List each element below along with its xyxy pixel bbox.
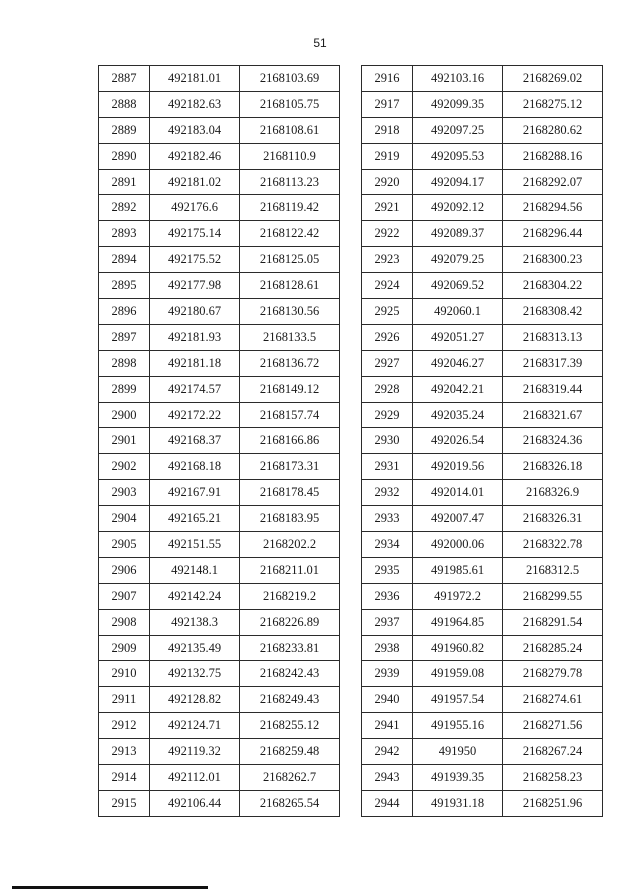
x-coordinate-cell: 492060.1: [413, 299, 503, 325]
table-row: [99, 765, 340, 791]
point-number-cell: 2943: [362, 765, 413, 791]
y-coordinate-cell: 2168312.5: [503, 557, 603, 583]
x-coordinate-cell: 491950: [413, 739, 503, 765]
point-number-cell: 2924: [362, 273, 413, 299]
y-coordinate-cell: 2168326.31: [503, 506, 603, 532]
point-number-cell: 2901: [99, 428, 150, 454]
point-number-cell: 2934: [362, 532, 413, 558]
point-number-cell: 2931: [362, 454, 413, 480]
y-coordinate-cell: 2168233.81: [240, 635, 340, 661]
x-coordinate-cell: 492026.54: [413, 428, 503, 454]
table-row: [99, 324, 340, 350]
y-coordinate-cell: 2168294.56: [503, 195, 603, 221]
y-coordinate-cell: 2168279.78: [503, 661, 603, 687]
x-coordinate-cell: 492051.27: [413, 324, 503, 350]
point-number-cell: 2902: [99, 454, 150, 480]
table-row: [99, 790, 340, 816]
table-row: [99, 195, 340, 221]
y-coordinate-cell: 2168166.86: [240, 428, 340, 454]
x-coordinate-cell: 491955.16: [413, 713, 503, 739]
page-number: 51: [313, 36, 327, 50]
y-coordinate-cell: 2168202.2: [240, 532, 340, 558]
y-coordinate-cell: 2168105.75: [240, 91, 340, 117]
y-coordinate-cell: 2168292.07: [503, 169, 603, 195]
point-number-cell: 2927: [362, 350, 413, 376]
table-row: [99, 143, 340, 169]
table-row: [99, 739, 340, 765]
x-coordinate-cell: 492019.56: [413, 454, 503, 480]
footnote-separator-line: [12, 886, 208, 889]
table-row: [99, 557, 340, 583]
x-coordinate-cell: 492089.37: [413, 221, 503, 247]
point-number-cell: 2926: [362, 324, 413, 350]
table-row: [362, 480, 603, 506]
y-coordinate-cell: 2168183.95: [240, 506, 340, 532]
x-coordinate-cell: 492103.16: [413, 66, 503, 92]
x-coordinate-cell: 492007.47: [413, 506, 503, 532]
table-row: [362, 454, 603, 480]
table-row: [99, 91, 340, 117]
y-coordinate-cell: 2168308.42: [503, 299, 603, 325]
point-number-cell: 2899: [99, 376, 150, 402]
x-coordinate-cell: 492014.01: [413, 480, 503, 506]
x-coordinate-cell: 491959.08: [413, 661, 503, 687]
y-coordinate-cell: 2168262.7: [240, 765, 340, 791]
point-number-cell: 2912: [99, 713, 150, 739]
table-row: [99, 402, 340, 428]
x-coordinate-cell: 492174.57: [150, 376, 240, 402]
table-row: [362, 765, 603, 791]
table-row: [362, 661, 603, 687]
point-number-cell: 2894: [99, 247, 150, 273]
table-row: [362, 713, 603, 739]
table-row: [99, 532, 340, 558]
x-coordinate-cell: 492172.22: [150, 402, 240, 428]
y-coordinate-cell: 2168173.31: [240, 454, 340, 480]
y-coordinate-cell: 2168258.23: [503, 765, 603, 791]
point-number-cell: 2891: [99, 169, 150, 195]
y-coordinate-cell: 2168251.96: [503, 790, 603, 816]
point-number-cell: 2907: [99, 583, 150, 609]
y-coordinate-cell: 2168317.39: [503, 350, 603, 376]
table-row: [362, 532, 603, 558]
table-row: [99, 221, 340, 247]
table-row: [99, 635, 340, 661]
x-coordinate-cell: 491964.85: [413, 609, 503, 635]
y-coordinate-cell: 2168271.56: [503, 713, 603, 739]
table-row: [99, 480, 340, 506]
x-coordinate-cell: 492119.32: [150, 739, 240, 765]
x-coordinate-cell: 492148.1: [150, 557, 240, 583]
table-row: [362, 790, 603, 816]
table-row: [99, 299, 340, 325]
x-coordinate-cell: 491957.54: [413, 687, 503, 713]
x-coordinate-cell: 492175.14: [150, 221, 240, 247]
y-coordinate-cell: 2168211.01: [240, 557, 340, 583]
point-number-cell: 2941: [362, 713, 413, 739]
table-row: [362, 195, 603, 221]
x-coordinate-cell: 491960.82: [413, 635, 503, 661]
point-number-cell: 2897: [99, 324, 150, 350]
table-row: [362, 557, 603, 583]
point-number-cell: 2933: [362, 506, 413, 532]
coordinates-table-right-body: [362, 66, 603, 817]
x-coordinate-cell: 492181.01: [150, 66, 240, 92]
point-number-cell: 2913: [99, 739, 150, 765]
table-row: [362, 376, 603, 402]
table-row: [362, 247, 603, 273]
table-row: [99, 350, 340, 376]
y-coordinate-cell: 2168119.42: [240, 195, 340, 221]
point-number-cell: 2932: [362, 480, 413, 506]
table-row: [362, 428, 603, 454]
x-coordinate-cell: 492099.35: [413, 91, 503, 117]
y-coordinate-cell: 2168136.72: [240, 350, 340, 376]
point-number-cell: 2942: [362, 739, 413, 765]
point-number-cell: 2906: [99, 557, 150, 583]
y-coordinate-cell: 2168313.13: [503, 324, 603, 350]
point-number-cell: 2914: [99, 765, 150, 791]
table-row: [362, 687, 603, 713]
y-coordinate-cell: 2168275.12: [503, 91, 603, 117]
x-coordinate-cell: 492046.27: [413, 350, 503, 376]
y-coordinate-cell: 2168326.18: [503, 454, 603, 480]
x-coordinate-cell: 492167.91: [150, 480, 240, 506]
point-number-cell: 2895: [99, 273, 150, 299]
y-coordinate-cell: 2168130.56: [240, 299, 340, 325]
y-coordinate-cell: 2168113.23: [240, 169, 340, 195]
coordinates-table-left: [98, 65, 340, 817]
point-number-cell: 2919: [362, 143, 413, 169]
y-coordinate-cell: 2168269.02: [503, 66, 603, 92]
y-coordinate-cell: 2168249.43: [240, 687, 340, 713]
x-coordinate-cell: 492180.67: [150, 299, 240, 325]
x-coordinate-cell: 492094.17: [413, 169, 503, 195]
point-number-cell: 2908: [99, 609, 150, 635]
x-coordinate-cell: 492135.49: [150, 635, 240, 661]
y-coordinate-cell: 2168226.89: [240, 609, 340, 635]
x-coordinate-cell: 492151.55: [150, 532, 240, 558]
x-coordinate-cell: 492142.24: [150, 583, 240, 609]
x-coordinate-cell: 492183.04: [150, 117, 240, 143]
x-coordinate-cell: 492128.82: [150, 687, 240, 713]
x-coordinate-cell: 492168.37: [150, 428, 240, 454]
point-number-cell: 2898: [99, 350, 150, 376]
y-coordinate-cell: 2168259.48: [240, 739, 340, 765]
y-coordinate-cell: 2168108.61: [240, 117, 340, 143]
point-number-cell: 2896: [99, 299, 150, 325]
table-row: [99, 273, 340, 299]
x-coordinate-cell: 491972.2: [413, 583, 503, 609]
point-number-cell: 2903: [99, 480, 150, 506]
y-coordinate-cell: 2168291.54: [503, 609, 603, 635]
x-coordinate-cell: 492177.98: [150, 273, 240, 299]
x-coordinate-cell: 492182.63: [150, 91, 240, 117]
x-coordinate-cell: 492124.71: [150, 713, 240, 739]
point-number-cell: 2915: [99, 790, 150, 816]
table-row: [99, 609, 340, 635]
y-coordinate-cell: 2168255.12: [240, 713, 340, 739]
y-coordinate-cell: 2168299.55: [503, 583, 603, 609]
table-row: [362, 273, 603, 299]
y-coordinate-cell: 2168300.23: [503, 247, 603, 273]
x-coordinate-cell: 492138.3: [150, 609, 240, 635]
x-coordinate-cell: 492035.24: [413, 402, 503, 428]
table-row: [99, 66, 340, 92]
y-coordinate-cell: 2168219.2: [240, 583, 340, 609]
point-number-cell: 2916: [362, 66, 413, 92]
point-number-cell: 2936: [362, 583, 413, 609]
y-coordinate-cell: 2168274.61: [503, 687, 603, 713]
table-row: [362, 324, 603, 350]
point-number-cell: 2939: [362, 661, 413, 687]
table-row: [362, 299, 603, 325]
y-coordinate-cell: 2168324.36: [503, 428, 603, 454]
x-coordinate-cell: 492181.93: [150, 324, 240, 350]
point-number-cell: 2920: [362, 169, 413, 195]
coordinates-table-right: [361, 65, 603, 817]
point-number-cell: 2918: [362, 117, 413, 143]
table-row: [362, 506, 603, 532]
x-coordinate-cell: 492176.6: [150, 195, 240, 221]
point-number-cell: 2923: [362, 247, 413, 273]
x-coordinate-cell: 492097.25: [413, 117, 503, 143]
point-number-cell: 2888: [99, 91, 150, 117]
y-coordinate-cell: 2168267.24: [503, 739, 603, 765]
x-coordinate-cell: 492165.21: [150, 506, 240, 532]
table-row: [362, 117, 603, 143]
x-coordinate-cell: 492106.44: [150, 790, 240, 816]
x-coordinate-cell: 492092.12: [413, 195, 503, 221]
table-row: [99, 454, 340, 480]
x-coordinate-cell: 491931.18: [413, 790, 503, 816]
y-coordinate-cell: 2168265.54: [240, 790, 340, 816]
table-row: [362, 739, 603, 765]
y-coordinate-cell: 2168103.69: [240, 66, 340, 92]
point-number-cell: 2930: [362, 428, 413, 454]
point-number-cell: 2887: [99, 66, 150, 92]
y-coordinate-cell: 2168296.44: [503, 221, 603, 247]
x-coordinate-cell: 492182.46: [150, 143, 240, 169]
table-row: [362, 609, 603, 635]
x-coordinate-cell: 492132.75: [150, 661, 240, 687]
table-row: [99, 583, 340, 609]
y-coordinate-cell: 2168304.22: [503, 273, 603, 299]
table-row: [362, 91, 603, 117]
point-number-cell: 2889: [99, 117, 150, 143]
y-coordinate-cell: 2168280.62: [503, 117, 603, 143]
point-number-cell: 2905: [99, 532, 150, 558]
x-coordinate-cell: 492175.52: [150, 247, 240, 273]
x-coordinate-cell: 492079.25: [413, 247, 503, 273]
x-coordinate-cell: 491985.61: [413, 557, 503, 583]
point-number-cell: 2893: [99, 221, 150, 247]
table-row: [99, 661, 340, 687]
table-row: [362, 583, 603, 609]
y-coordinate-cell: 2168133.5: [240, 324, 340, 350]
x-coordinate-cell: 492000.06: [413, 532, 503, 558]
x-coordinate-cell: 492181.18: [150, 350, 240, 376]
point-number-cell: 2938: [362, 635, 413, 661]
table-row: [99, 713, 340, 739]
point-number-cell: 2937: [362, 609, 413, 635]
x-coordinate-cell: 491939.35: [413, 765, 503, 791]
point-number-cell: 2910: [99, 661, 150, 687]
point-number-cell: 2944: [362, 790, 413, 816]
y-coordinate-cell: 2168157.74: [240, 402, 340, 428]
table-row: [99, 169, 340, 195]
point-number-cell: 2928: [362, 376, 413, 402]
table-row: [362, 66, 603, 92]
y-coordinate-cell: 2168242.43: [240, 661, 340, 687]
coordinates-table-left-body: [99, 66, 340, 817]
point-number-cell: 2890: [99, 143, 150, 169]
y-coordinate-cell: 2168110.9: [240, 143, 340, 169]
y-coordinate-cell: 2168125.05: [240, 247, 340, 273]
y-coordinate-cell: 2168122.42: [240, 221, 340, 247]
y-coordinate-cell: 2168149.12: [240, 376, 340, 402]
table-row: [362, 350, 603, 376]
point-number-cell: 2921: [362, 195, 413, 221]
table-row: [362, 221, 603, 247]
table-row: [99, 247, 340, 273]
table-row: [362, 402, 603, 428]
point-number-cell: 2911: [99, 687, 150, 713]
table-row: [362, 169, 603, 195]
point-number-cell: 2917: [362, 91, 413, 117]
table-row: [99, 376, 340, 402]
x-coordinate-cell: 492095.53: [413, 143, 503, 169]
table-row: [362, 635, 603, 661]
point-number-cell: 2929: [362, 402, 413, 428]
y-coordinate-cell: 2168326.9: [503, 480, 603, 506]
point-number-cell: 2900: [99, 402, 150, 428]
y-coordinate-cell: 2168322.78: [503, 532, 603, 558]
y-coordinate-cell: 2168178.45: [240, 480, 340, 506]
y-coordinate-cell: 2168321.67: [503, 402, 603, 428]
x-coordinate-cell: 492069.52: [413, 273, 503, 299]
point-number-cell: 2935: [362, 557, 413, 583]
x-coordinate-cell: 492112.01: [150, 765, 240, 791]
y-coordinate-cell: 2168288.16: [503, 143, 603, 169]
x-coordinate-cell: 492181.02: [150, 169, 240, 195]
table-row: [99, 428, 340, 454]
table-row: [99, 687, 340, 713]
point-number-cell: 2925: [362, 299, 413, 325]
y-coordinate-cell: 2168285.24: [503, 635, 603, 661]
table-row: [362, 143, 603, 169]
point-number-cell: 2904: [99, 506, 150, 532]
x-coordinate-cell: 492042.21: [413, 376, 503, 402]
point-number-cell: 2892: [99, 195, 150, 221]
point-number-cell: 2922: [362, 221, 413, 247]
x-coordinate-cell: 492168.18: [150, 454, 240, 480]
y-coordinate-cell: 2168128.61: [240, 273, 340, 299]
point-number-cell: 2940: [362, 687, 413, 713]
y-coordinate-cell: 2168319.44: [503, 376, 603, 402]
table-row: [99, 117, 340, 143]
point-number-cell: 2909: [99, 635, 150, 661]
table-row: [99, 506, 340, 532]
